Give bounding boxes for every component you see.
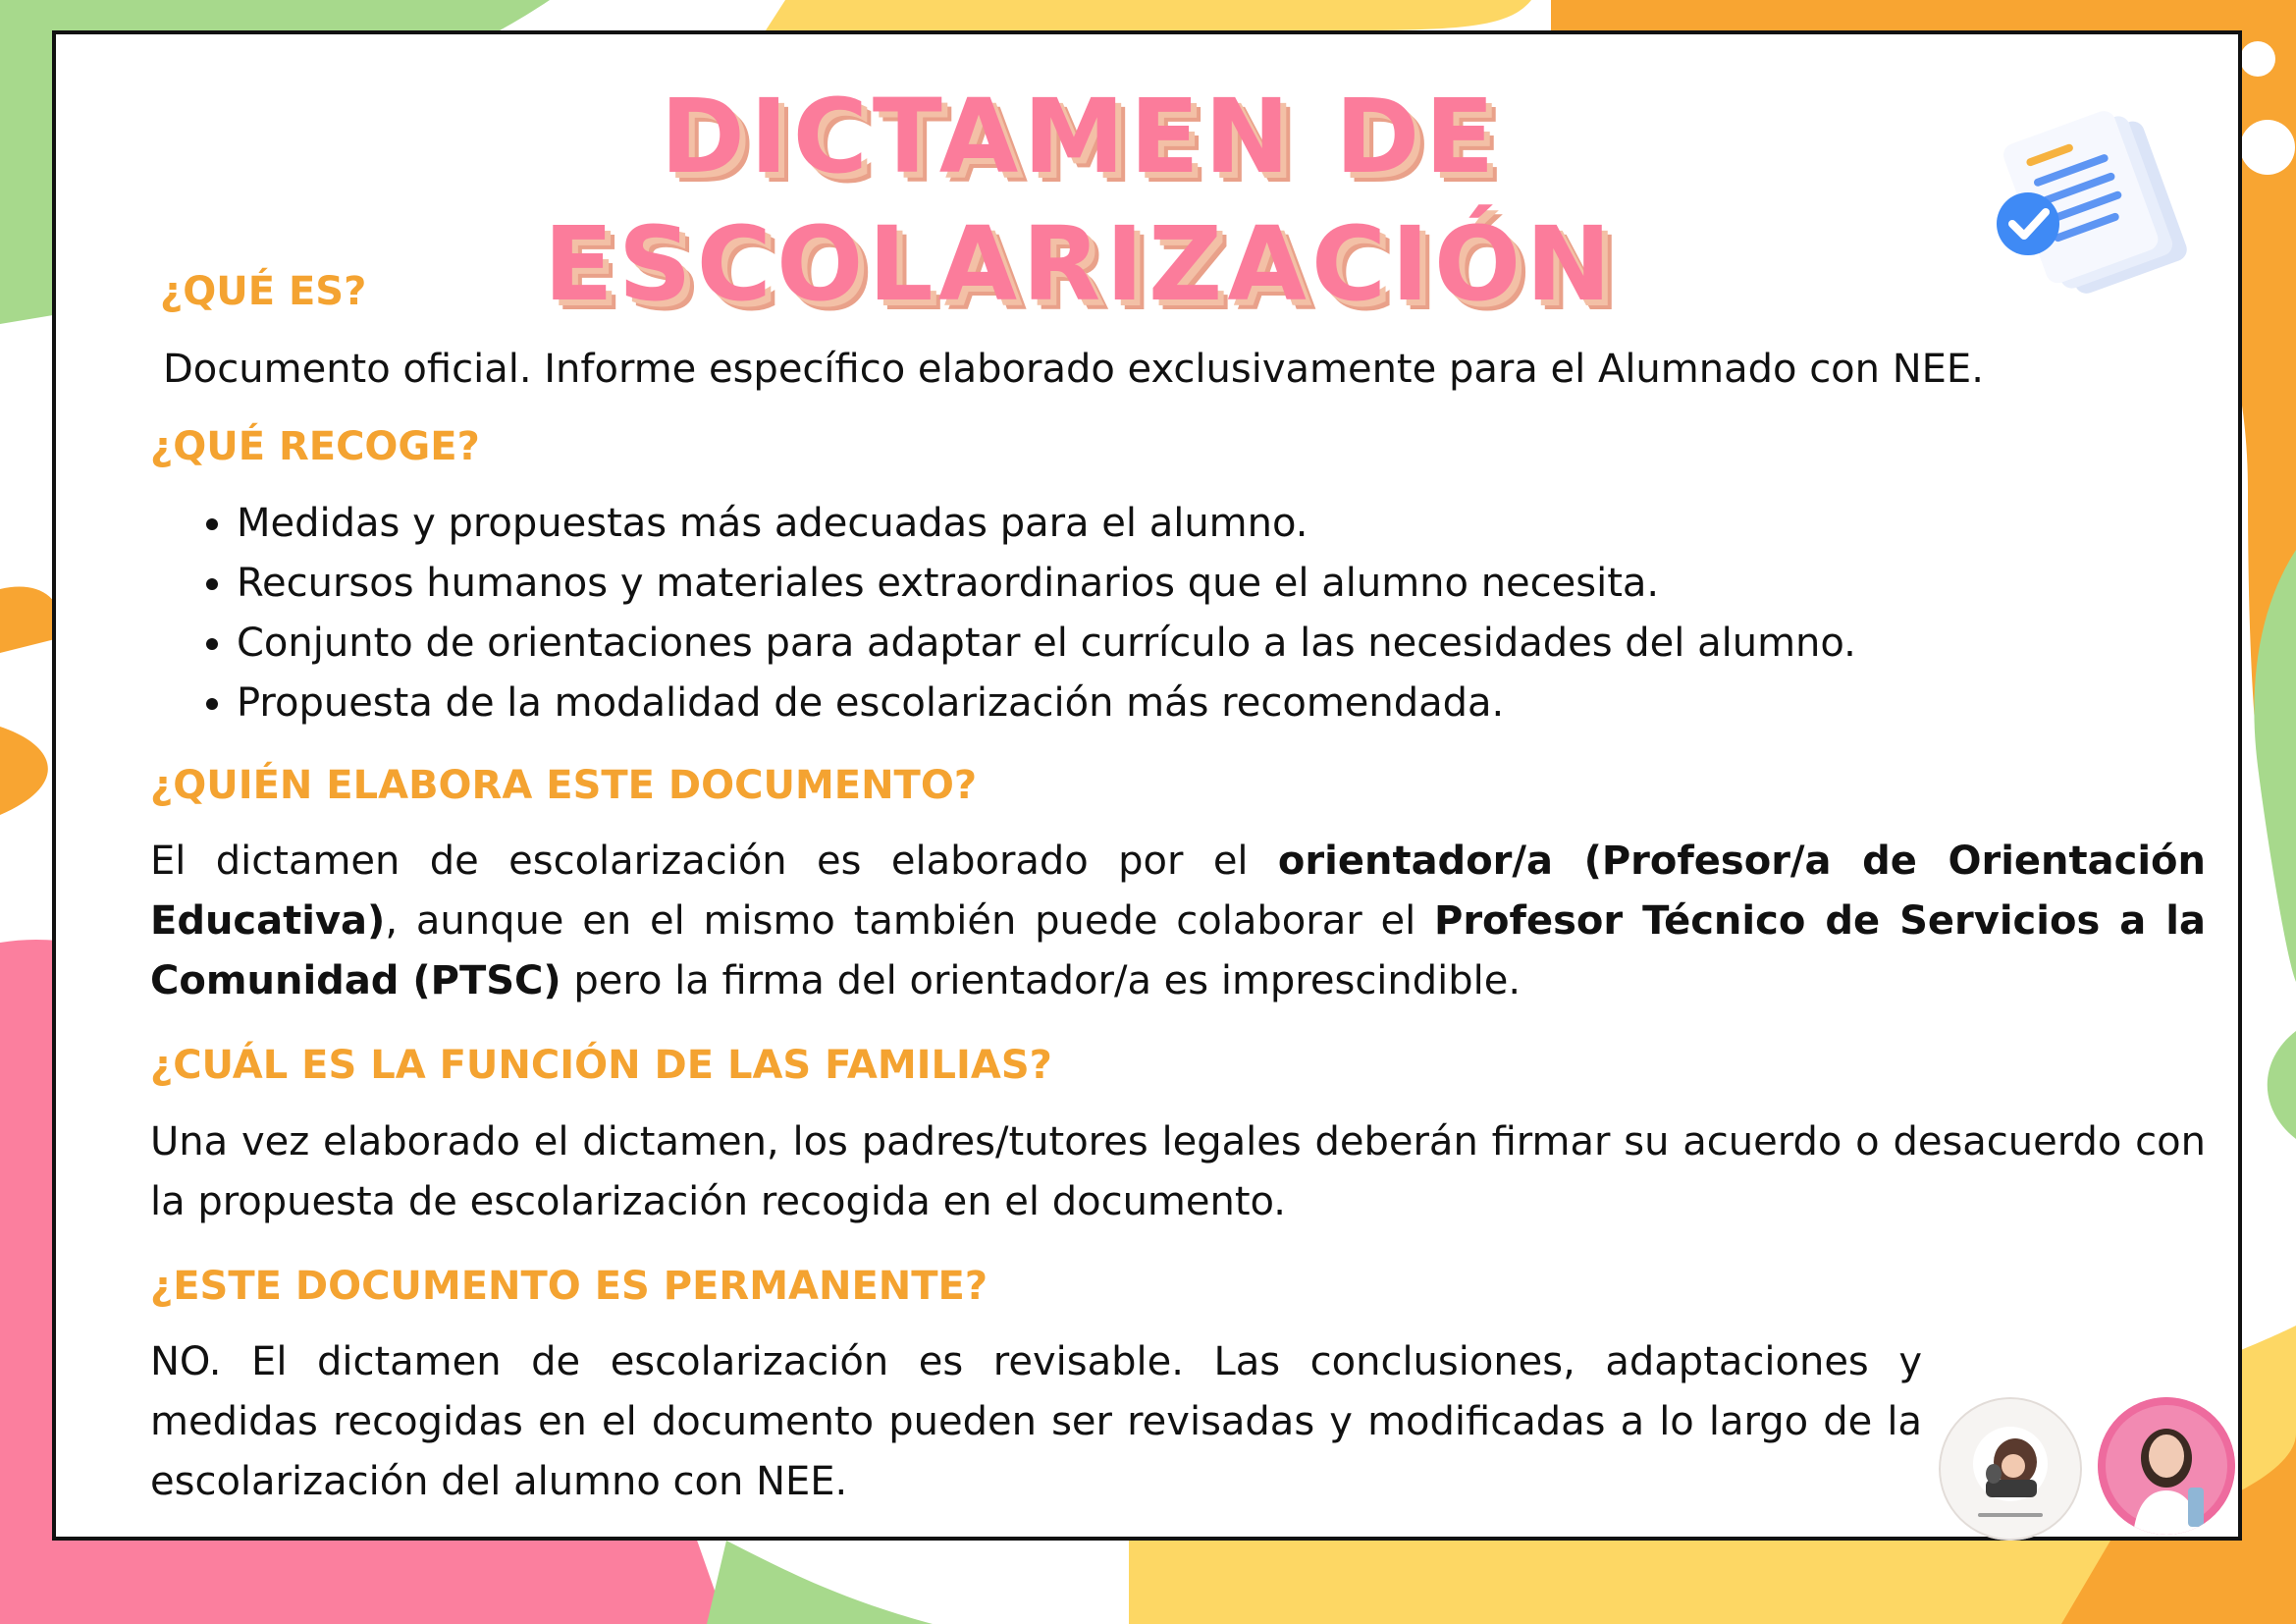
document-check-icon	[1981, 98, 2207, 314]
author-avatar-photo	[2098, 1397, 2235, 1535]
section-heading-permanente: ¿ESTE DOCUMENTO ES PERMANENTE?	[150, 1264, 988, 1309]
section-text-quien-elabora	[150, 832, 2206, 1011]
section-text-funcion-familias: Una vez elaborado el dictamen, los padres/tutores legales deberán firmar su acuerdo o desacuerdo con la propuesta de escolarización recogida en el documento.	[150, 1119, 2206, 1224]
list-item: • Medidas y propuestas más adecuadas para el alumno.	[237, 494, 2102, 554]
text-part: El dictamen de escolarización es elaborado por el	[150, 839, 1278, 884]
avatar-photo-icon	[2098, 1397, 2235, 1535]
text-part: , aunque en el mismo también puede colaborar el	[385, 898, 1435, 944]
white-dot	[2240, 120, 2295, 175]
section-heading-funcion-familias: ¿CUÁL ES LA FUNCIÓN DE LAS FAMILIAS?	[150, 1043, 1052, 1088]
yellow-blob-top	[766, 0, 1531, 30]
bold-text-orientador: orientador/a (Profesor/a de Orientación Educativa)	[150, 839, 2207, 944]
bold-text-ptsc: Profesor Técnico de Servicios a la Comunidad (PTSC)	[150, 898, 2207, 1003]
list-item: • Conjunto de orientaciones para adaptar el currículo a las necesidades del alumno.	[237, 614, 2102, 674]
text-part: pero la firma del orientador/a es imprescindible.	[561, 958, 1522, 1003]
avatar-sticker-icon	[1939, 1397, 2082, 1541]
orange-blob-left-2	[0, 727, 48, 815]
green-blob-right-2	[2268, 1031, 2296, 1139]
page-title: DICTAMEN DE ESCOLARIZACIÓN	[543, 77, 1617, 324]
section-heading-quien-elabora: ¿QUIÉN ELABORA ESTE DOCUMENTO?	[150, 763, 978, 808]
section-text-permanente: NO. El dictamen de escolarización es revisable. Las conclusiones, adaptaciones y medidas recogidas en el documento pueden ser revisadas y modificadas a lo largo de la escolarización del alumno con NEE.	[150, 1339, 1922, 1504]
recoge-list	[201, 494, 2102, 733]
author-avatar-sticker	[1939, 1397, 2082, 1541]
section-text-que-es: Documento oficial. Informe específico elaborado exclusivamente para el Alumnado con NEE.	[163, 347, 1984, 392]
section-heading-que-es: ¿QUÉ ES?	[160, 269, 367, 314]
list-item: • Propuesta de la modalidad de escolarización más recomendada.	[237, 674, 2102, 733]
white-dot	[2240, 41, 2275, 77]
section-heading-que-recoge: ¿QUÉ RECOGE?	[150, 424, 480, 469]
list-item: • Recursos humanos y materiales extraordinarios que el alumno necesita.	[237, 554, 2102, 614]
green-blob-bottom	[707, 1541, 933, 1624]
